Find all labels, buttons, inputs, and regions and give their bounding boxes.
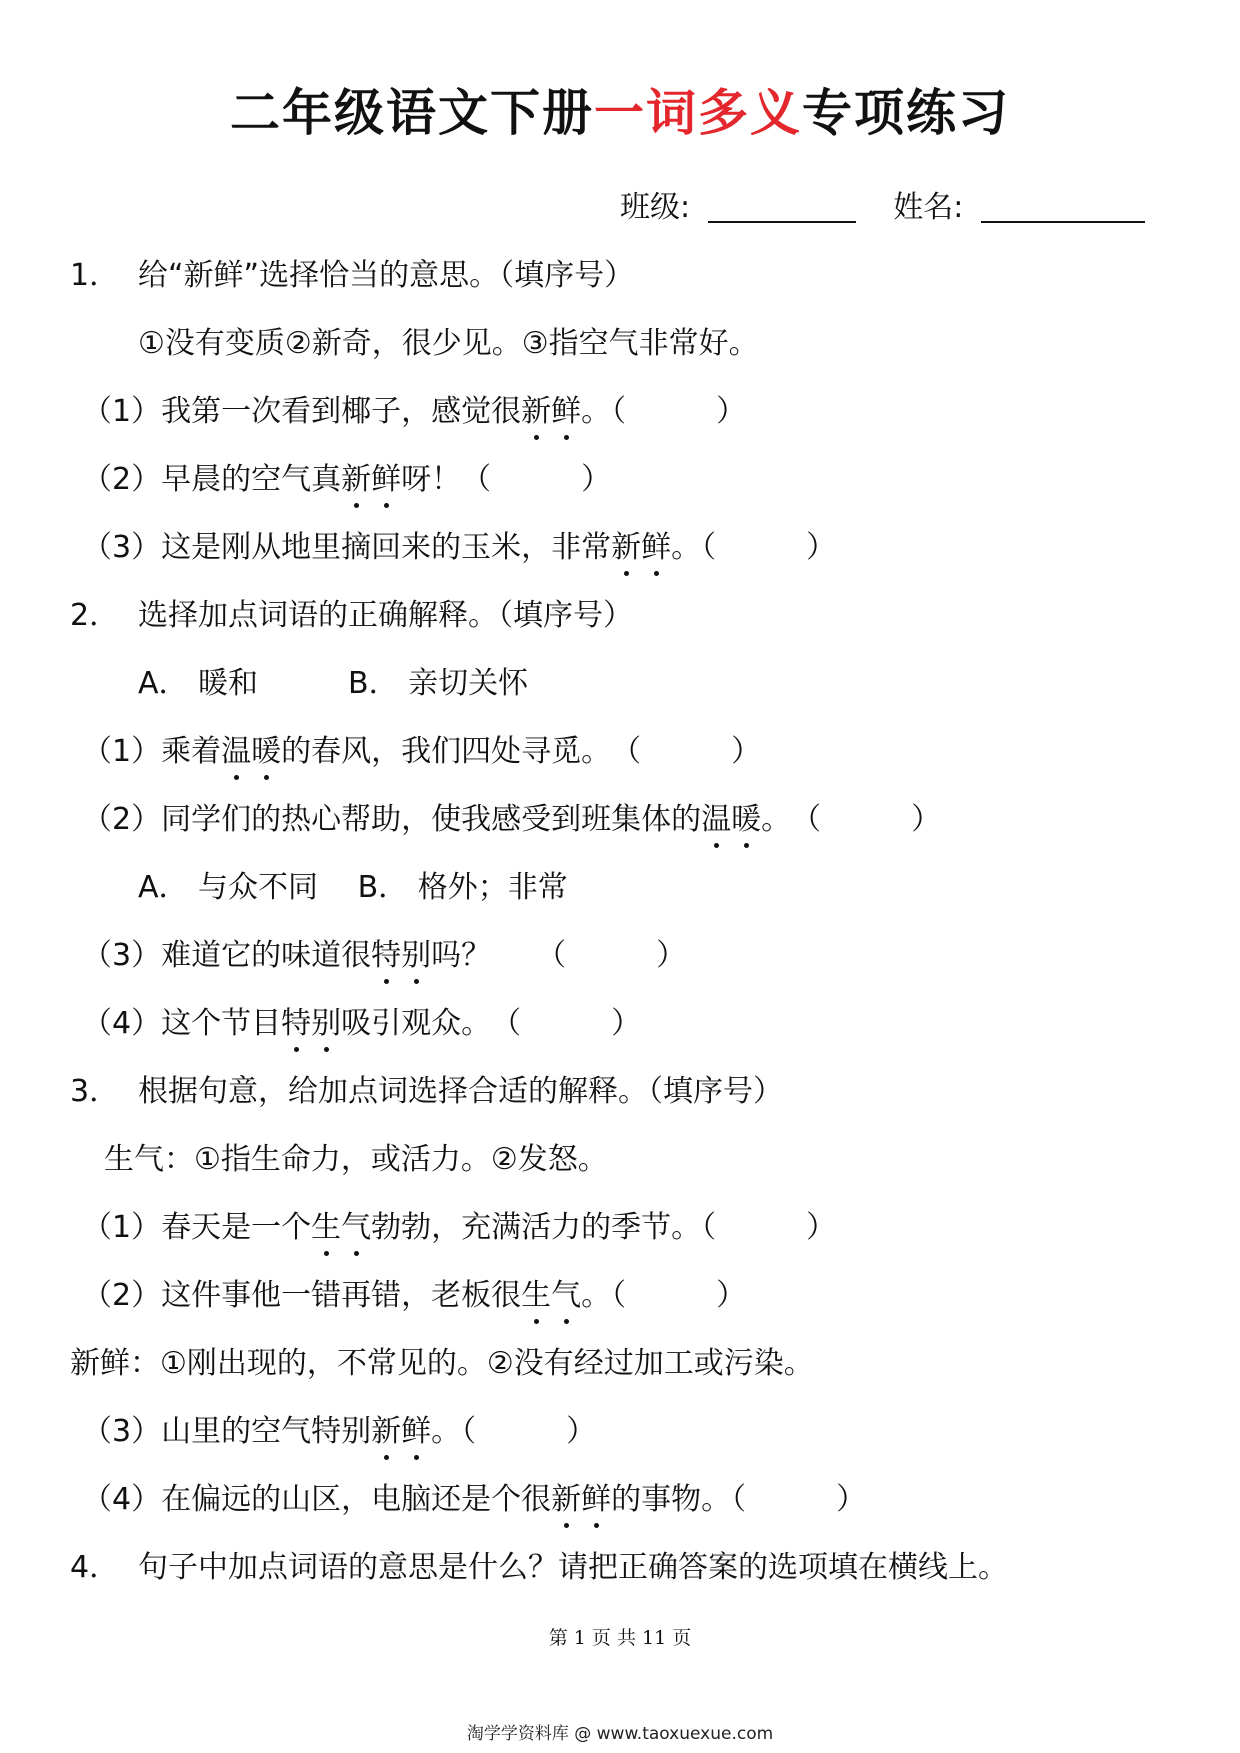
item-text: （3）这是刚从地里摘回来的玉米，非常 [82,530,612,565]
answer-paren[interactable]: 吸引观众。 （ ） [341,1006,642,1041]
answer-paren[interactable]: 。（ ） [431,1414,597,1449]
dotted-char: 鲜 [401,1410,431,1454]
dotted-char: 温 [221,730,251,774]
question-number: 3． [70,1074,120,1109]
item-text: （2）早晨的空气真 [82,462,342,497]
dotted-word [311,1210,371,1245]
dotted-char: 气 [341,1206,371,1250]
dotted-char: 生 [311,1206,341,1250]
q3-item-1 [82,1206,836,1250]
answer-paren[interactable]: 。（ ） [581,1278,747,1313]
dotted-char: 新 [521,390,551,434]
question-number: 1． [70,258,120,293]
q3-definition-1: 生气：①指生命力，或活力。②发怒。 [104,1142,608,1177]
question-text: 句子中加点词语的意思是什么？请把正确答案的选项填在横线上。 [138,1550,1008,1585]
q1-options: ①没有变质②新奇，很少见。③指空气非常好。 [138,326,759,361]
dotted-word [371,938,431,973]
question-1 [70,254,634,298]
name-blank[interactable] [981,221,1145,223]
dotted-char: 新 [371,1410,401,1454]
question-4 [70,1546,1008,1590]
q2-item-3 [82,934,686,978]
q1-item-3 [82,526,836,570]
dotted-word [551,1482,611,1517]
dotted-char: 别 [311,1002,341,1046]
dotted-char: 气 [551,1274,581,1318]
title-highlight: 一词多义 [594,84,802,142]
dotted-char: 暖 [251,730,281,774]
dotted-char: 新 [551,1478,581,1522]
answer-paren[interactable]: 。（ ） [581,394,747,429]
question-number: 4． [70,1550,120,1585]
question-3 [70,1070,783,1114]
answer-paren[interactable]: 的春风，我们四处寻觅。 （ ） [281,734,762,769]
student-info-row [620,186,1145,230]
dotted-char: 特 [281,1002,311,1046]
item-text: （4）在偏远的山区，电脑还是个很 [82,1482,552,1517]
dotted-char: 别 [401,934,431,978]
dotted-char: 新 [341,458,371,502]
title-part1: 二年级语文下册 [230,84,594,142]
question-text: 选择加点词语的正确解释。（填序号） [138,598,633,633]
dotted-char: 特 [371,934,401,978]
item-text: （1）我第一次看到椰子，感觉很 [82,394,522,429]
q1-item-1 [82,390,746,434]
item-text: （1）春天是一个 [82,1210,312,1245]
answer-paren[interactable]: 勃勃，充满活力的季节。（ ） [371,1210,837,1245]
dotted-char: 鲜 [371,458,401,502]
answer-paren[interactable]: 的事物。（ ） [611,1482,867,1517]
q2-options-b: A． 与众不同 B． 格外；非常 [138,870,568,905]
question-2 [70,594,633,638]
answer-paren[interactable]: 。 （ ） [761,802,942,837]
dotted-char: 鲜 [551,390,581,434]
question-text: 根据句意，给加点词选择合适的解释。（填序号） [138,1074,783,1109]
q2-options-a: A． 暖和 B． 亲切关怀 [138,666,529,701]
q2-item-1 [82,730,761,774]
dotted-word [371,1414,431,1449]
dotted-char: 温 [701,798,731,842]
item-text: （2）同学们的热心帮助，使我感受到班集体的 [82,802,702,837]
title-part2: 专项练习 [802,84,1010,142]
q3-item-3 [82,1410,596,1454]
dotted-char: 暖 [731,798,761,842]
item-text: （1）乘着 [82,734,222,769]
q2-item-4 [82,1002,641,1046]
dotted-char: 新 [611,526,641,570]
answer-paren[interactable]: 吗？ （ ） [431,938,687,973]
dotted-word [521,1278,581,1313]
item-text: （3）难道它的味道很 [82,938,372,973]
answer-paren[interactable]: 。（ ） [671,530,837,565]
item-text: （3）山里的空气特别 [82,1414,372,1449]
question-number: 2． [70,598,120,633]
dotted-word [521,394,581,429]
name-label: 姓名: [893,190,964,225]
dotted-word [701,802,761,837]
q3-definition-2: 新鲜：①刚出现的，不常见的。②没有经过加工或污染。 [70,1346,814,1381]
dotted-word [341,462,401,497]
dotted-word [611,530,671,565]
watermark: 淘学学资料库 @ www.taoxuexue.com [466,1724,774,1744]
q2-item-2 [82,798,941,842]
q3-item-4 [82,1478,866,1522]
item-text: （2）这件事他一错再错，老板很 [82,1278,522,1313]
q1-item-2 [82,458,611,502]
dotted-char: 生 [521,1274,551,1318]
item-text: （4）这个节目 [82,1006,282,1041]
dotted-char: 鲜 [641,526,671,570]
page-title [0,78,1240,148]
question-text: 给“新鲜”选择恰当的意思。（填序号） [138,258,635,293]
q3-item-2 [82,1274,746,1318]
class-label: 班级: [620,190,691,225]
dotted-char: 鲜 [581,1478,611,1522]
page-footer: 第 1 页 共 11 页 [548,1627,692,1649]
class-blank[interactable] [708,221,856,223]
dotted-word [221,734,281,769]
dotted-word [281,1006,341,1041]
answer-paren[interactable]: 呀！（ ） [401,462,612,497]
